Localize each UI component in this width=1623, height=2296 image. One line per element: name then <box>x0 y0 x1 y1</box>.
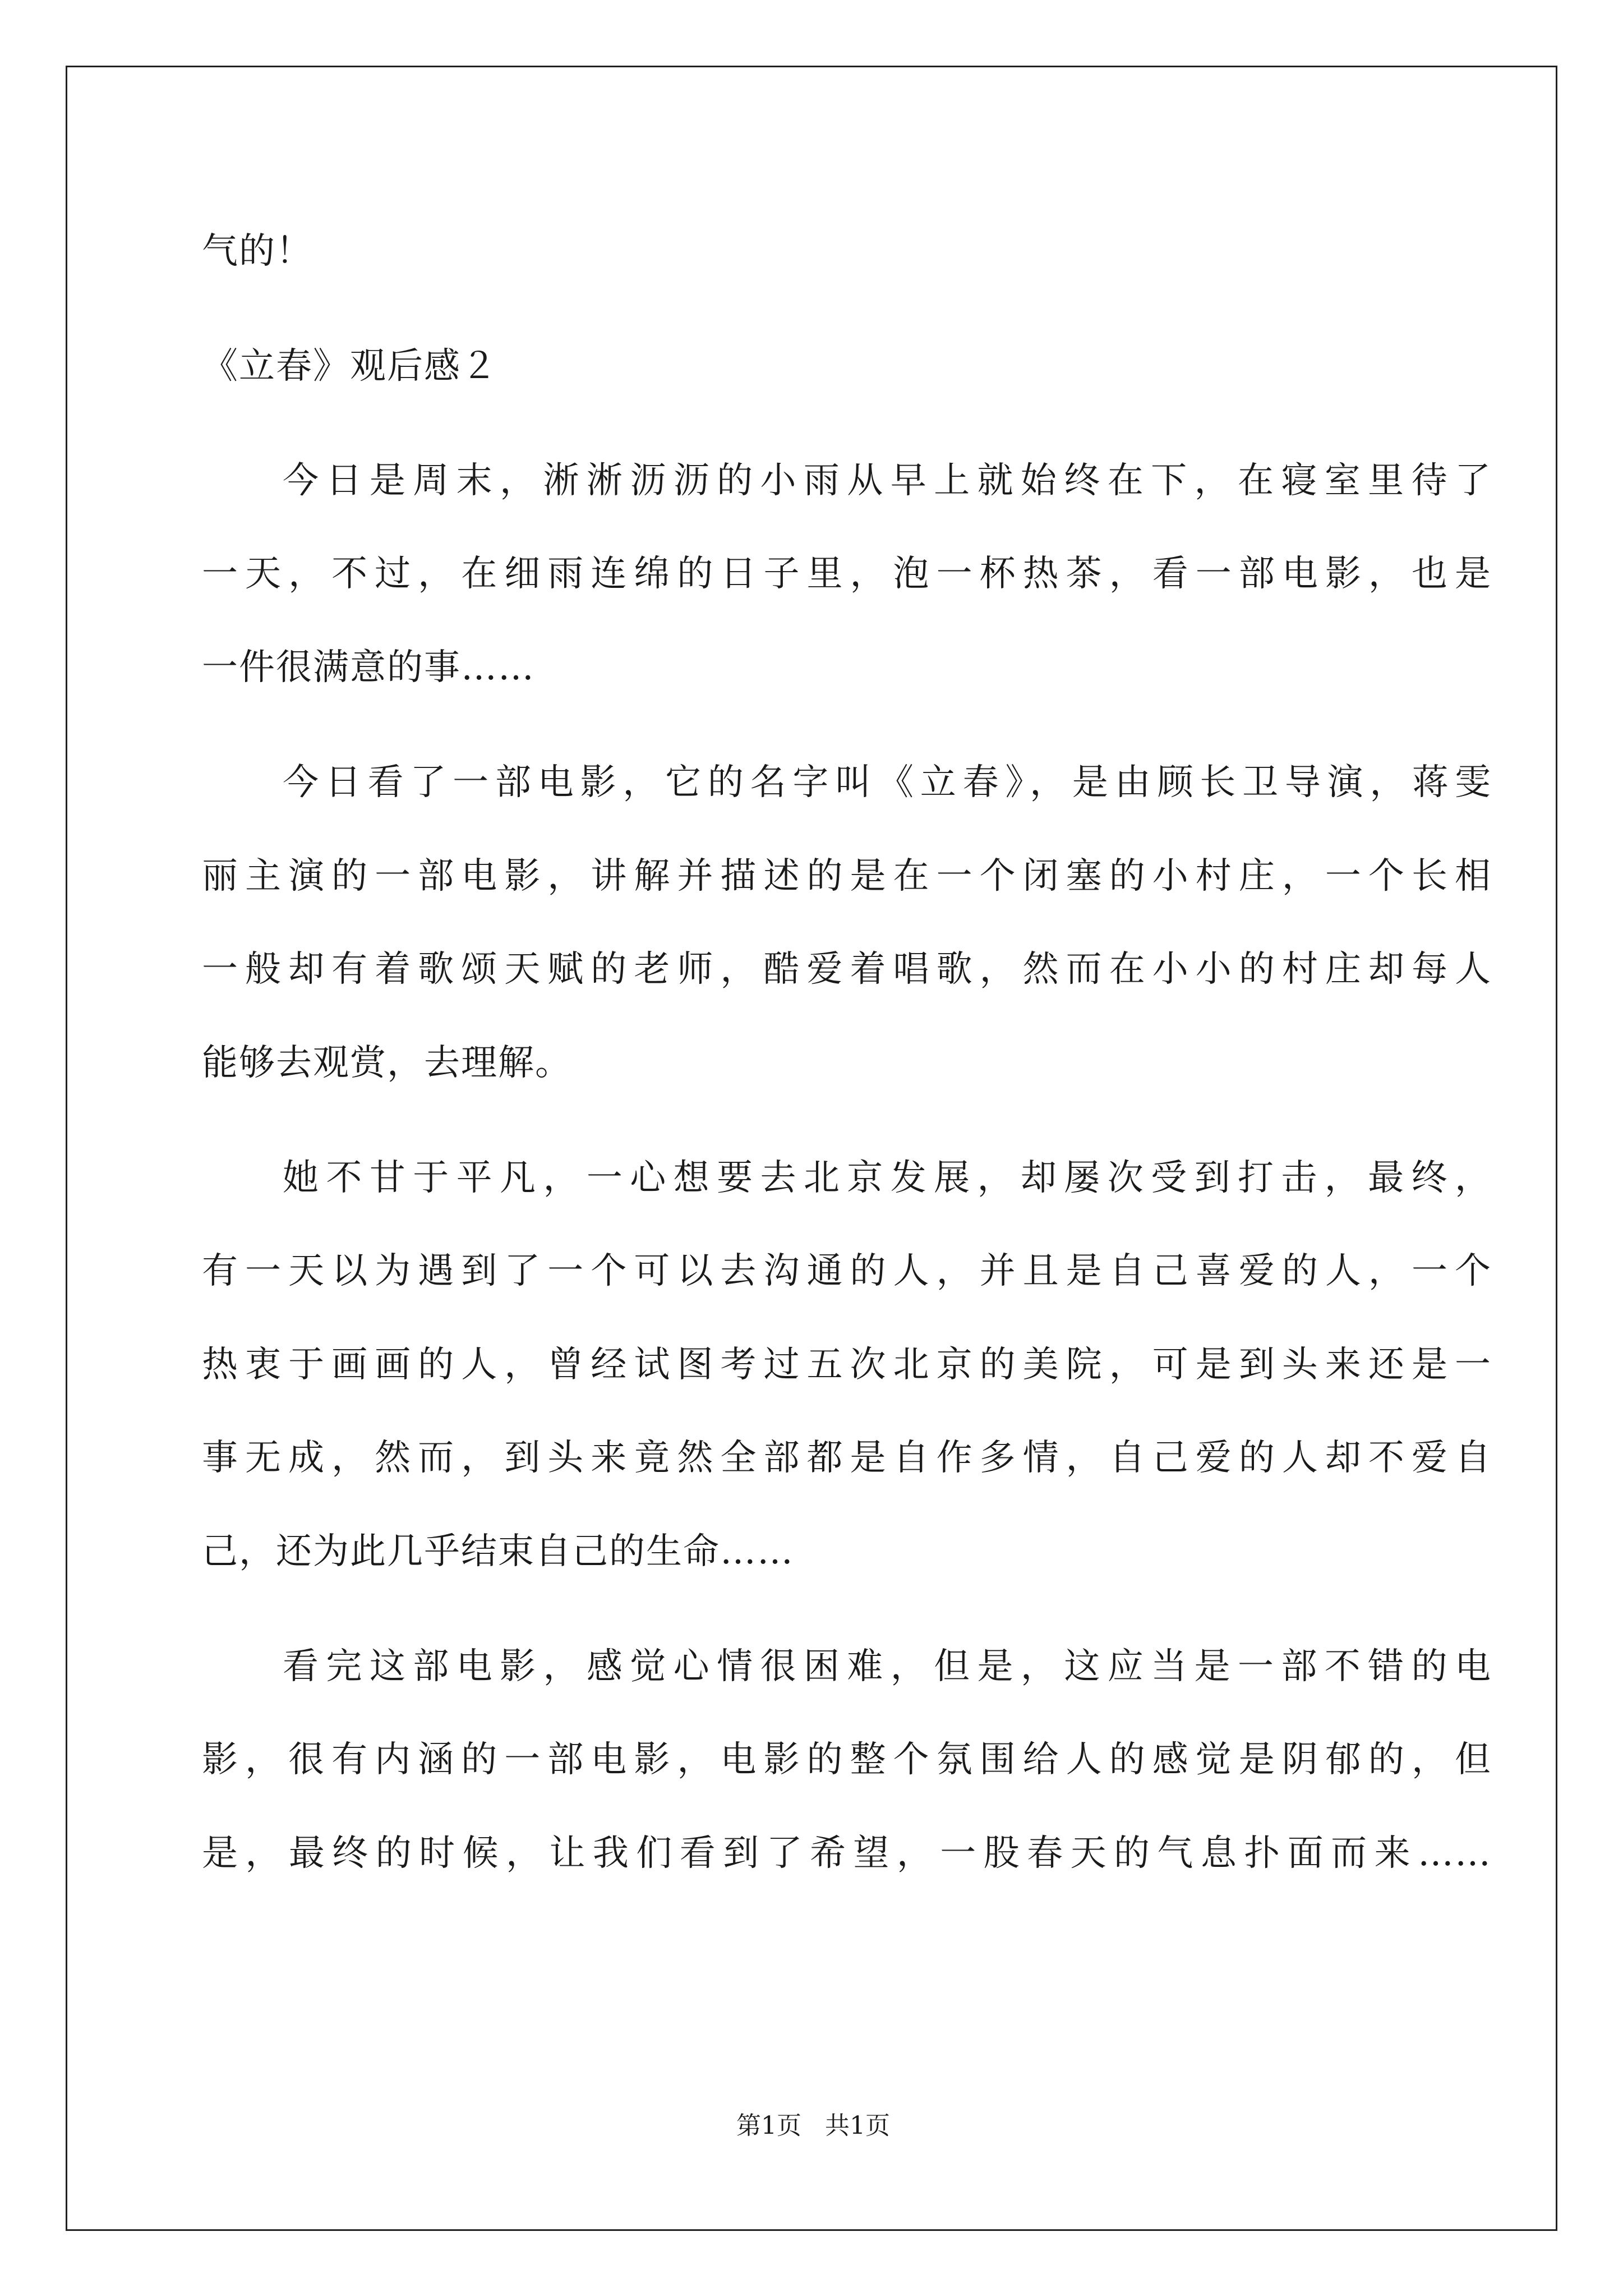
text-line: 有一天以为遇到了一个可以去沟通的人，并且是自己喜爱的人，一个 <box>202 1250 1492 1292</box>
text-line: 今日看了一部电影，它的名字叫《立春》，是由顾长卫导演，蒋雯 <box>283 762 1492 803</box>
page-frame <box>66 66 1557 2231</box>
text-line: 事无成，然而，到头来竟然全部都是自作多情，自己爱的人却不爱自 <box>202 1437 1492 1479</box>
text-line: 气的！ <box>202 231 313 272</box>
text-line: 能够去观赏，去理解。 <box>202 1042 572 1084</box>
text-line: 热衷于画画的人，曾经试图考过五次北京的美院，可是到头来还是一 <box>202 1344 1492 1386</box>
section-heading: 《立春》观后感２ <box>202 346 498 387</box>
text-line: 影，很有内涵的一部电影，电影的整个氛围给人的感觉是阴郁的，但 <box>202 1739 1492 1780</box>
text-line: 丽主演的一部电影，讲解并描述的是在一个闭塞的小村庄，一个长相 <box>202 855 1492 897</box>
text-line: 看完这部电影，感觉心情很困难，但是，这应当是一部不错的电 <box>283 1646 1492 1687</box>
text-line: 己，还为此几乎结束自己的生命…… <box>202 1531 794 1572</box>
text-line: 今日是周末，淅淅沥沥的小雨从早上就始终在下，在寝室里待了 <box>283 460 1492 501</box>
text-line: 一件很满意的事…… <box>202 647 535 688</box>
text-line: 一般却有着歌颂天赋的老师，酷爱着唱歌，然而在小小的村庄却每人 <box>202 949 1492 990</box>
page-number-current: 第1页 <box>736 2111 801 2140</box>
page-number-total: 共1页 <box>825 2111 890 2140</box>
text-line: 是，最终的时候，让我们看到了希望，一股春天的气息扑面而来…… <box>202 1833 1492 1874</box>
text-line: 她不甘于平凡，一心想要去北京发展，却屡次受到打击，最终， <box>283 1157 1492 1199</box>
page-footer <box>67 2109 1559 2143</box>
text-line: 一天，不过，在细雨连绵的日子里，泡一杯热茶，看一部电影，也是 <box>202 553 1492 595</box>
